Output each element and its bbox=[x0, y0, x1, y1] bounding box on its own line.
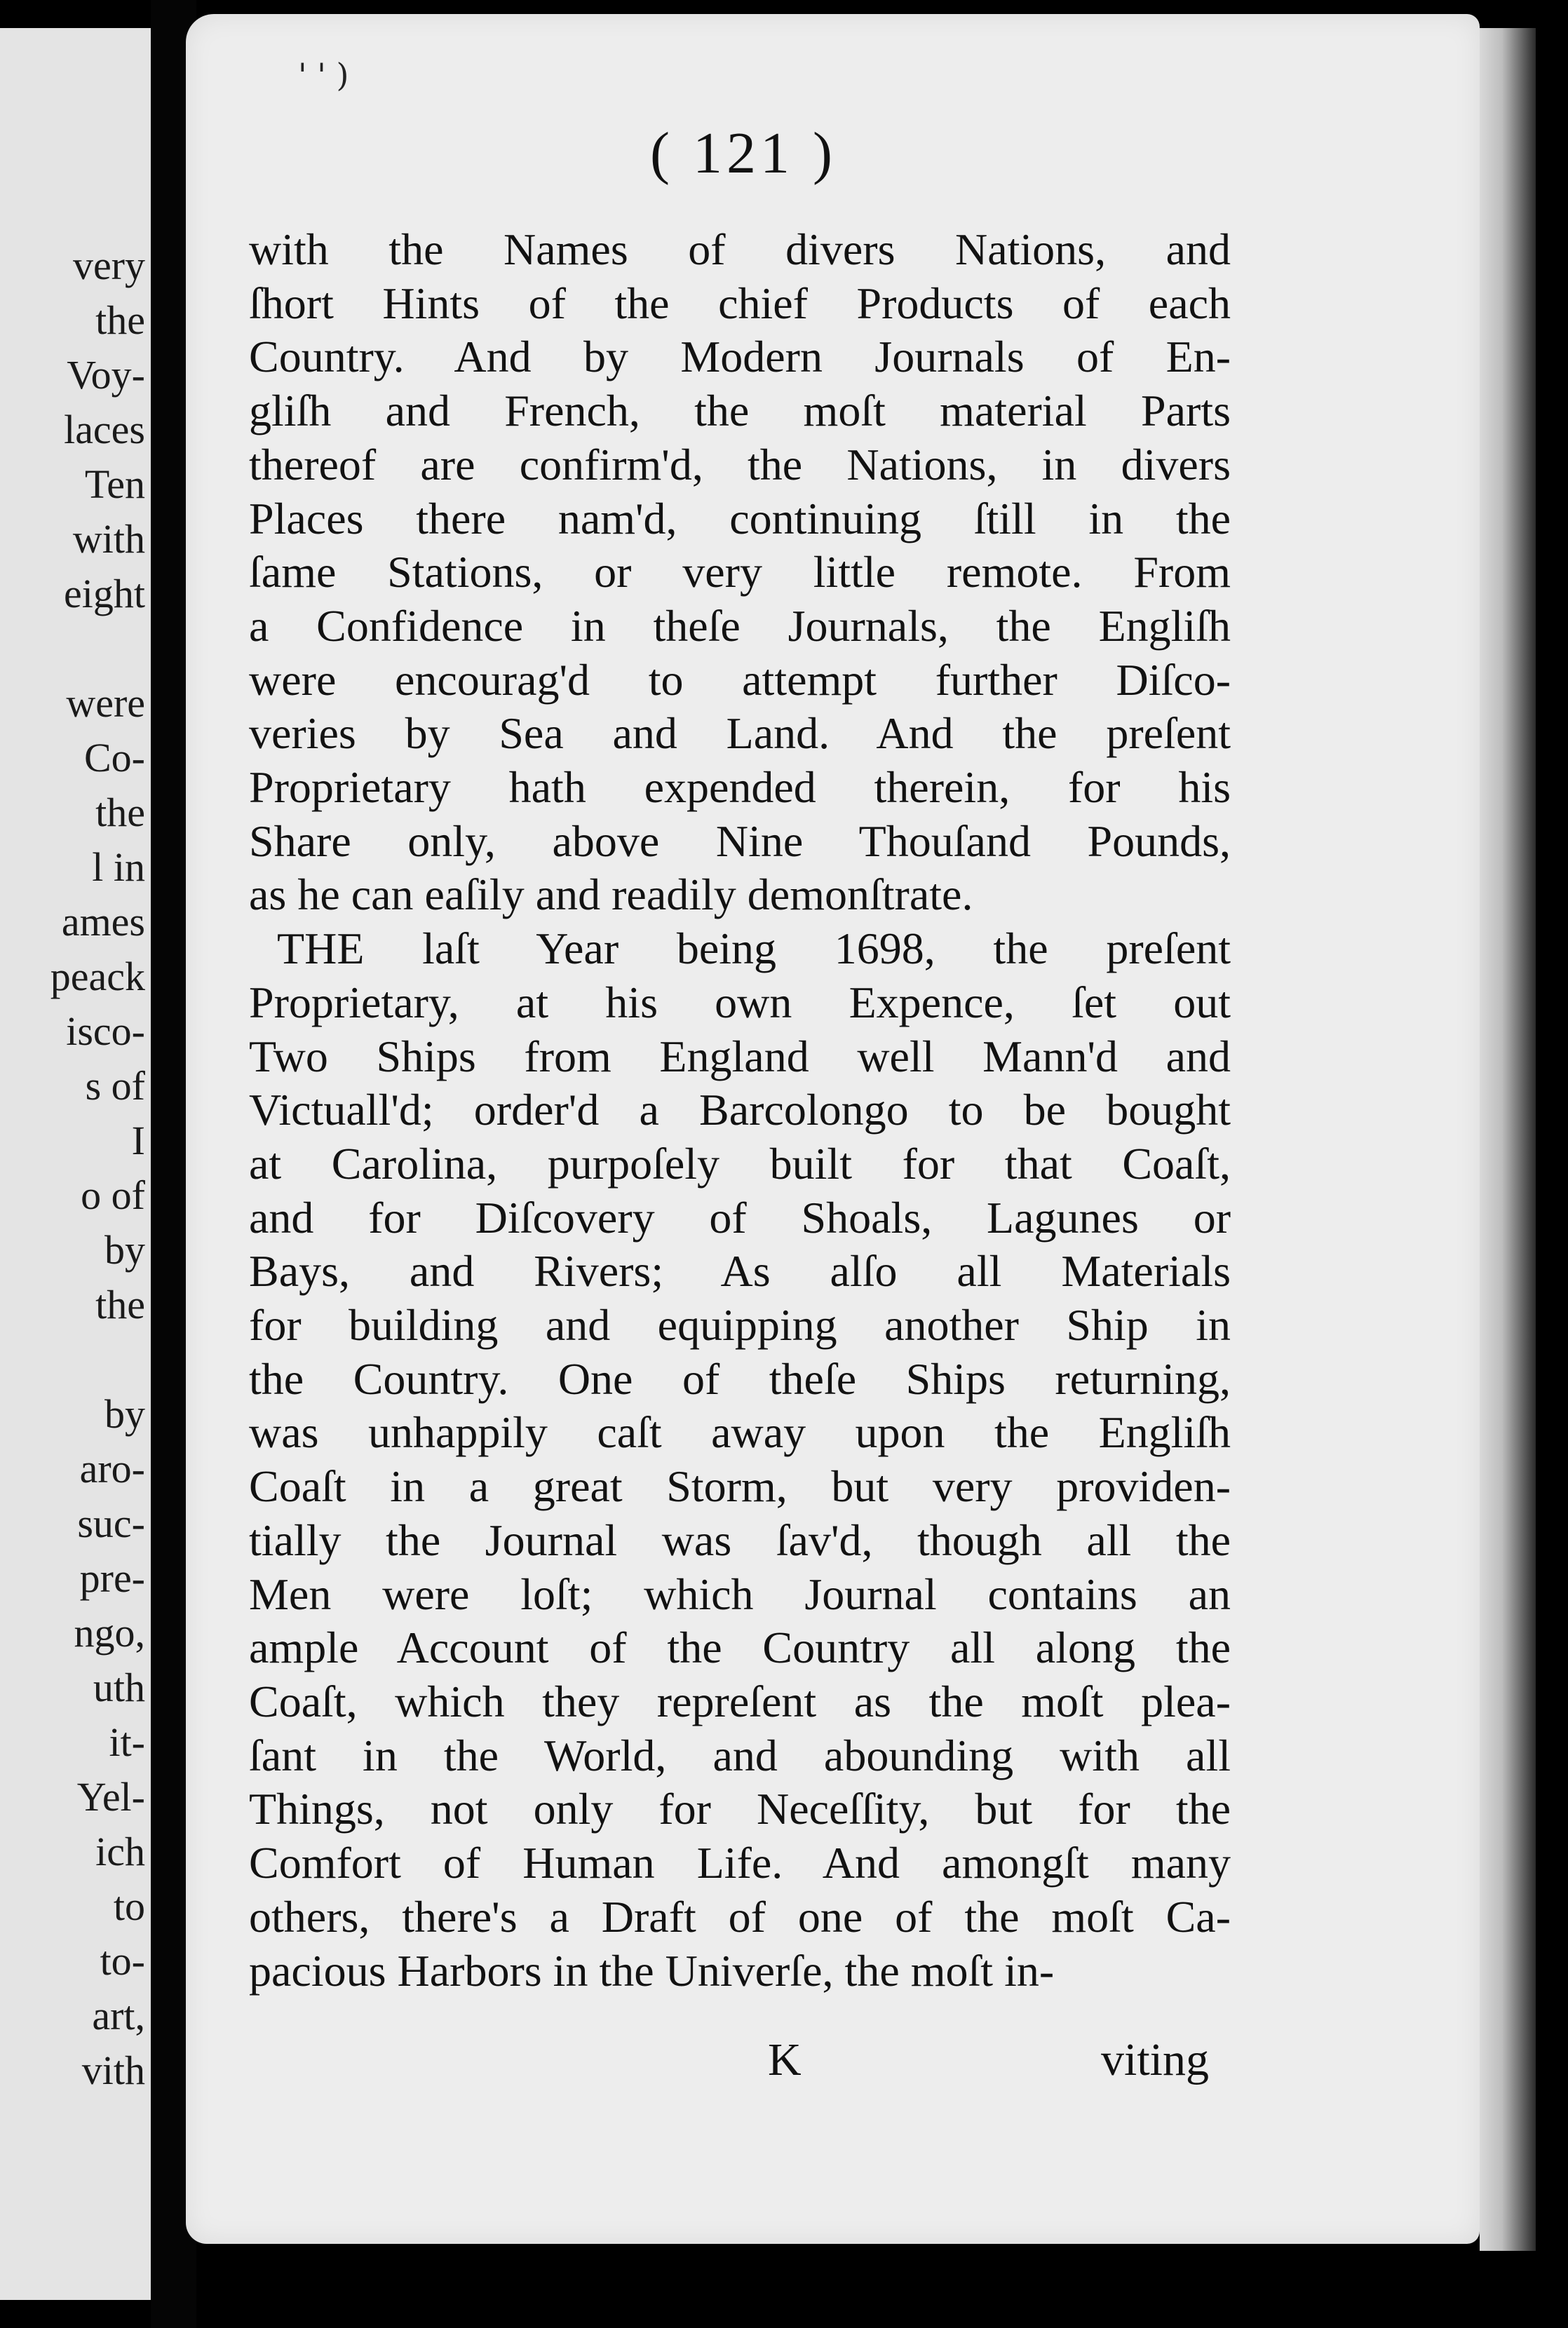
text-line: Proprietary, at his own Expence, ſet out bbox=[249, 977, 1231, 1027]
page-specks: ' ' ) bbox=[298, 56, 349, 94]
left-fragment-line: eight bbox=[64, 571, 145, 616]
left-fragment-line: to- bbox=[100, 1938, 145, 1984]
left-fragment-line: the bbox=[95, 790, 145, 835]
catchword: viting bbox=[1101, 2034, 1210, 2085]
left-fragment-line: it- bbox=[109, 1719, 145, 1765]
signature-mark: K bbox=[768, 2034, 802, 2085]
left-fragment-line: art, bbox=[92, 1993, 145, 2038]
text-line: thereof are confirm'd, the Nations, in divers bbox=[249, 439, 1231, 489]
text-line: a Confidence in theſe Journals, the Engliſh bbox=[249, 600, 1231, 651]
text-line: Country. And by Modern Journals of En- bbox=[249, 332, 1231, 382]
body-text bbox=[249, 223, 1231, 1998]
text-line: veries by Sea and Land. And the preſent bbox=[249, 708, 1231, 759]
left-fragment-line: ames bbox=[61, 899, 145, 945]
left-fragment-line bbox=[50, 1332, 145, 1387]
text-line: ample Account of the Country all along the bbox=[249, 1623, 1231, 1673]
left-fragment-line: to bbox=[113, 1883, 145, 1929]
left-page-text bbox=[50, 238, 145, 2098]
left-fragment-line: were bbox=[66, 680, 145, 726]
left-fragment-line: by bbox=[104, 1391, 145, 1437]
left-fragment-line: with bbox=[72, 516, 145, 562]
text-line: and for Diſcovery of Shoals, Lagunes or bbox=[249, 1192, 1231, 1243]
left-fragment-line: ngo, bbox=[74, 1610, 145, 1656]
left-fragment-line: suc- bbox=[77, 1501, 145, 1546]
text-line: pacious Harbors in the Univerſe, the moſt in- bbox=[249, 1945, 1055, 1996]
text-line: ſhort Hints of the chief Products of each bbox=[249, 278, 1231, 328]
text-line: tially the Journal was ſav'd, though all the bbox=[249, 1515, 1231, 1565]
text-line: Coaſt in a great Storm, but very providen- bbox=[249, 1461, 1231, 1512]
text-line: others, there's a Draft of one of the moſt Ca- bbox=[249, 1891, 1231, 1942]
left-fragment-line: Voy- bbox=[67, 352, 145, 398]
text-line: was unhappily caſt away upon the Engliſh bbox=[249, 1407, 1231, 1458]
text-line: the Country. One of theſe Ships returning, bbox=[249, 1353, 1231, 1404]
left-fragment-line: by bbox=[104, 1227, 145, 1273]
text-line: Comfort of Human Life. And amongſt many bbox=[249, 1838, 1231, 1888]
text-line: Proprietary hath expended therein, for his bbox=[249, 762, 1231, 813]
text-line: Places there nam'd, continuing ſtill in the bbox=[249, 493, 1231, 543]
left-fragment-line: s of bbox=[85, 1063, 145, 1109]
page-edge bbox=[1480, 28, 1536, 2251]
text-line: Bays, and Rivers; As alſo all Materials bbox=[249, 1246, 1231, 1297]
left-fragment-line: Ten bbox=[84, 461, 145, 507]
left-fragment-line: isco- bbox=[66, 1008, 145, 1054]
text-line: Coaſt, which they repreſent as the moſt plea- bbox=[249, 1676, 1231, 1726]
left-fragment-line: peack bbox=[50, 954, 145, 999]
left-fragment-line bbox=[50, 621, 145, 676]
text-line: were encourag'd to attempt further Diſco- bbox=[249, 654, 1231, 705]
left-fragment-line: laces bbox=[64, 407, 145, 452]
text-line: Victuall'd; order'd a Barcolongo to be bought bbox=[249, 1085, 1231, 1135]
text-line: as he can eaſily and readily demonſtrate. bbox=[249, 869, 973, 920]
left-fragment-line: Yel- bbox=[76, 1774, 145, 1820]
left-fragment-line: ich bbox=[95, 1829, 145, 1874]
left-fragment-line: o of bbox=[81, 1172, 145, 1218]
text-line: THE laſt Year being 1698, the preſent bbox=[277, 923, 1231, 974]
page-number: ( 121 ) bbox=[650, 121, 837, 186]
left-fragment-line: aro- bbox=[79, 1446, 145, 1491]
left-fragment-line: the bbox=[95, 297, 145, 343]
text-line: Two Ships from England well Mann'd and bbox=[249, 1031, 1231, 1081]
text-line: ſame Stations, or very little remote. From bbox=[249, 547, 1231, 597]
left-fragment-line: vith bbox=[81, 2048, 145, 2093]
left-fragment-line: very bbox=[72, 243, 145, 288]
text-line: for building and equipping another Ship in bbox=[249, 1300, 1231, 1351]
text-line: Men were loſt; which Journal contains an bbox=[249, 1569, 1231, 1619]
text-line: gliſh and French, the moſt material Parts bbox=[249, 386, 1231, 436]
left-fragment-line: I bbox=[131, 1118, 145, 1163]
text-line: ſant in the World, and abounding with all bbox=[249, 1730, 1231, 1780]
left-fragment-line: l in bbox=[92, 844, 145, 890]
left-fragment-line: Co- bbox=[84, 735, 145, 780]
text-line: at Carolina, purpoſely built for that Coaſt, bbox=[249, 1138, 1231, 1189]
text-line: Share only, above Nine Thouſand Pounds, bbox=[249, 816, 1231, 866]
left-fragment-line: pre- bbox=[79, 1555, 145, 1601]
text-line: Things, not only for Neceſſity, but for the bbox=[249, 1784, 1231, 1834]
text-line: with the Names of divers Nations, and bbox=[249, 224, 1231, 274]
left-fragment-line: uth bbox=[93, 1665, 145, 1710]
left-fragment-line: the bbox=[95, 1282, 145, 1327]
left-page-fragment bbox=[0, 28, 151, 2300]
